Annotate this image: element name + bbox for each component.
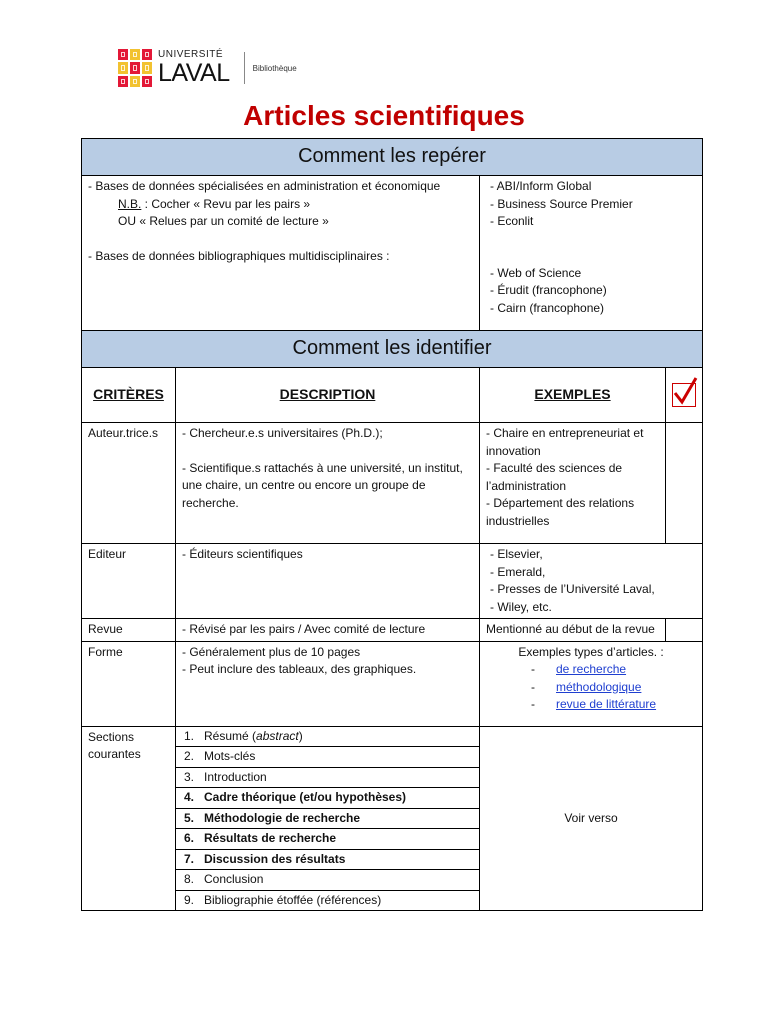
header-description: DESCRIPTION <box>176 368 480 423</box>
section-item: 7. Discussion des résultats <box>176 850 479 871</box>
reperer-line1: - Bases de données spécialisées en administration et économique <box>88 179 441 193</box>
ex-item: - Elsevier, <box>490 547 543 561</box>
desc-sections <box>176 726 480 911</box>
db-item: - Econlit <box>490 214 534 228</box>
desc-auteur-1: - Chercheur.e.s universitaires (Ph.D.); <box>182 426 383 440</box>
ex-editeur <box>480 544 703 619</box>
ex-forme <box>480 641 703 726</box>
section-item: 6. Résultats de recherche <box>176 829 479 850</box>
desc-auteur <box>176 423 480 544</box>
reperer-line2: - Bases de données bibliographiques multidisciplinaires : <box>88 248 390 263</box>
section-item: 5. Méthodologie de recherche <box>176 809 479 830</box>
ex-item: - Emerald, <box>490 564 546 579</box>
ex-item: - Presses de l’Université Laval, <box>490 582 655 596</box>
row-auteur <box>82 423 703 544</box>
section-reperer-heading-row <box>82 139 703 176</box>
section-item: 3. Introduction <box>176 768 479 789</box>
section-item: 2. Mots-clés <box>176 747 479 768</box>
critere-sections: Sections courantes <box>82 726 176 911</box>
critere-auteur: Auteur.trice.s <box>82 423 176 544</box>
header-exemples: EXEMPLES <box>480 368 666 423</box>
page-title: Articles scientifiques <box>243 100 525 131</box>
link-methodologique[interactable]: méthodologique <box>556 679 642 694</box>
logo-universite: UNIVERSITÉ <box>158 49 224 60</box>
desc-forme-2: - Peut inclure des tableaux, des graphiques. <box>182 662 417 676</box>
link-revue-de-litterature[interactable]: revue de littérature <box>556 697 657 711</box>
reperer-row <box>82 176 703 331</box>
desc-auteur-2: - Scientifique.s rattachés à une université, un institut, une chaire, un centre ou encore un groupe de recherche. <box>182 460 463 510</box>
row-editeur <box>82 544 703 619</box>
ex-sections: Voir verso <box>480 726 703 911</box>
desc-editeur: - Éditeurs scientifiques <box>176 544 480 619</box>
logo-laval: LAVAL <box>158 59 230 87</box>
critere-revue: Revue <box>82 619 176 642</box>
reperer-nb <box>88 196 473 214</box>
section-item: 8. Conclusion <box>176 870 479 891</box>
section-identifier-heading: Comment les identifier <box>82 331 703 368</box>
reperer-left-cell <box>82 176 480 331</box>
row-sections <box>82 726 703 911</box>
header-check-cell <box>666 368 703 423</box>
ex-forme-links: - de recherche - méthodologique - revue de littérature <box>531 662 657 711</box>
critere-forme: Forme <box>82 641 176 726</box>
critere-editeur: Editeur <box>82 544 176 619</box>
section-item: 9. Bibliographie étoffée (références) <box>184 892 382 907</box>
ex-revue: Mentionné au début de la revue <box>480 619 666 642</box>
desc-revue: - Révisé par les pairs / Avec comité de lecture <box>176 619 480 642</box>
logo-divider <box>244 52 245 84</box>
link-de-recherche[interactable]: de recherche <box>556 662 627 676</box>
db-item: - Business Source Premier <box>490 196 633 211</box>
section-item: 4. Cadre théorique (et/ou hypothèses) <box>176 788 479 809</box>
logo-bibliotheque: Bibliothèque <box>252 63 297 73</box>
db-item: - Érudit (francophone) <box>490 283 607 297</box>
ex-auteur <box>480 423 666 544</box>
guide-table <box>81 138 703 911</box>
nb-label: N.B. <box>118 196 142 211</box>
db-item: - Cairn (francophone) <box>490 300 605 315</box>
nb-text: : Cocher « Revu par les pairs » <box>141 196 311 211</box>
ex-forme-title: Exemples types d’articles. : <box>518 644 664 659</box>
header-criteres: CRITÈRES <box>82 368 176 423</box>
criteria-header-row <box>82 368 703 423</box>
shield-icon <box>118 49 152 87</box>
ex-item: - Wiley, etc. <box>490 599 552 614</box>
db-item: - ABI/Inform Global <box>490 179 592 193</box>
check-auteur[interactable] <box>666 423 703 544</box>
ex-item: - Chaire en entrepreneuriat et innovation <box>486 426 644 458</box>
reperer-ou: OU « Relues par un comité de lecture » <box>118 214 329 228</box>
row-forme <box>82 641 703 726</box>
checkmark-icon <box>672 383 696 407</box>
ex-item: - Faculté des sciences de l’administration <box>486 461 623 493</box>
db-item: - Web of Science <box>490 265 582 280</box>
ex-item: - Département des relations industrielles <box>486 496 635 528</box>
check-revue[interactable] <box>666 619 703 642</box>
row-revue <box>82 619 703 642</box>
universite-laval-logo <box>118 48 297 88</box>
desc-forme <box>176 641 480 726</box>
section-item: 1. Résumé (abstract) <box>176 727 479 748</box>
section-identifier-heading-row <box>82 331 703 368</box>
desc-forme-1: - Généralement plus de 10 pages <box>182 644 361 659</box>
section-reperer-heading: Comment les repérer <box>82 139 703 176</box>
reperer-right-cell <box>480 176 703 331</box>
